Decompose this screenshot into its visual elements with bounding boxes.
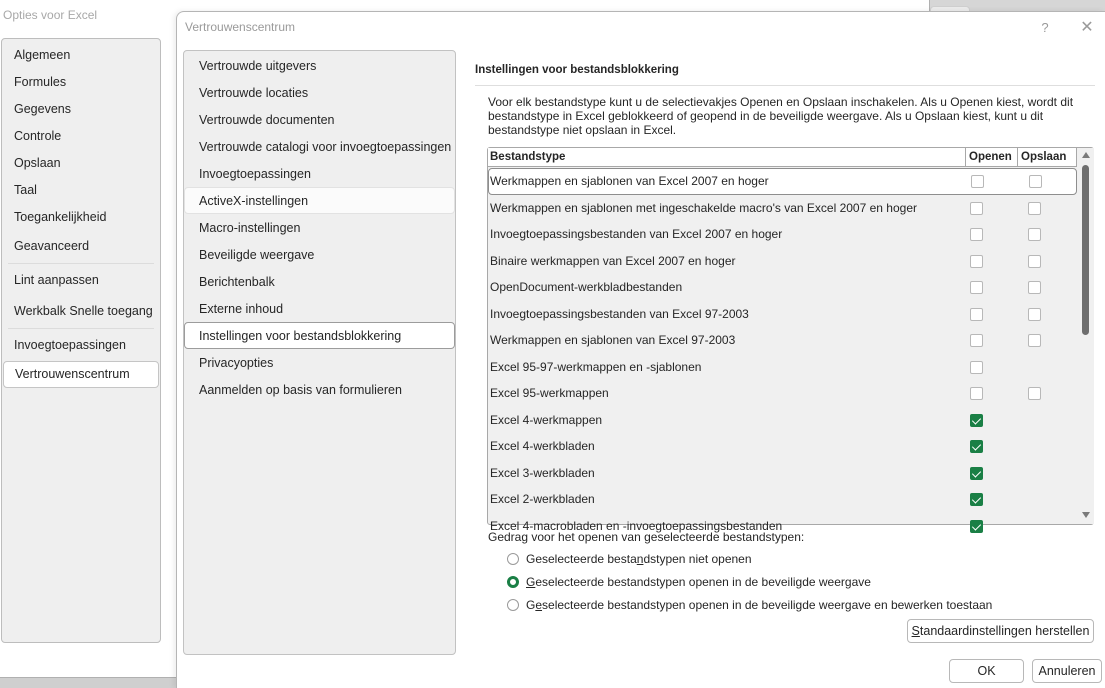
open-checkbox[interactable] — [970, 493, 983, 506]
excel-options-title: Opties voor Excel — [3, 8, 98, 22]
file-type-label: Werkmappen en sjablonen met ingeschakelde macro's van Excel 2007 en hoger — [490, 200, 917, 215]
scroll-up-arrow-icon[interactable] — [1082, 152, 1090, 158]
tc-nav-vertrouwde-catalogi[interactable]: Vertrouwde catalogi voor invoegtoepassingen — [199, 140, 452, 154]
file-type-label: Excel 3-werkbladen — [490, 465, 595, 480]
file-type-label: Excel 4-werkmappen — [490, 412, 603, 427]
open-behavior-label: Gedrag voor het openen van geselecteerde bestandstypen: — [488, 530, 805, 544]
scroll-thumb[interactable] — [1082, 165, 1089, 335]
file-type-label: Werkmappen en sjablonen van Excel 2007 en hoger — [490, 174, 769, 188]
open-checkbox[interactable] — [970, 308, 983, 321]
open-checkbox[interactable] — [971, 175, 984, 188]
save-checkbox[interactable] — [1028, 308, 1041, 321]
table-row[interactable] — [488, 486, 1077, 513]
nav-item-toegankelijkheid[interactable]: Toegankelijkheid — [14, 210, 107, 224]
restore-defaults-button[interactable]: Standaardinstellingen herstellen — [907, 619, 1094, 643]
file-type-label: Excel 2-werkbladen — [490, 492, 595, 506]
file-type-label: Excel 95-97-werkmappen en -sjablonen — [490, 359, 702, 374]
open-checkbox[interactable] — [970, 361, 983, 374]
radio-button-selected[interactable] — [507, 576, 519, 588]
section-description: Voor elk bestandstype kunt u de selectievakjes Openen en Opslaan inschakelen. Als u Openen kiest, wordt dit bestandstype in Excel geblokkeerd of geopend in de beveiligde weergave. Als u Opslaan kiest, kunt u dit bestandstype niet opslaan in Excel. — [488, 95, 1074, 137]
table-row[interactable] — [488, 248, 1077, 275]
save-checkbox[interactable] — [1028, 228, 1041, 241]
open-checkbox[interactable] — [970, 467, 983, 480]
cancel-button[interactable]: Annuleren — [1032, 659, 1102, 683]
table-row[interactable] — [488, 221, 1077, 248]
nav-item-gegevens[interactable]: Gegevens — [14, 102, 71, 116]
tc-nav-bestandsblokkering[interactable]: Instellingen voor bestandsblokkering — [184, 322, 455, 349]
save-checkbox[interactable] — [1028, 387, 1041, 400]
table-row[interactable] — [488, 274, 1077, 301]
save-checkbox[interactable] — [1028, 255, 1041, 268]
open-checkbox[interactable] — [970, 440, 983, 453]
open-checkbox[interactable] — [970, 387, 983, 400]
file-type-label: Binaire werkmappen van Excel 2007 en hoger — [490, 253, 736, 268]
file-type-label: OpenDocument-werkbladbestanden — [490, 280, 683, 294]
table-row[interactable] — [488, 301, 1077, 328]
radio-button[interactable] — [507, 553, 519, 565]
tc-nav-vertrouwde-documenten[interactable]: Vertrouwde documenten — [199, 113, 335, 127]
column-header-openen: Openen — [965, 148, 1017, 167]
table-row[interactable] — [488, 460, 1077, 487]
section-divider — [475, 85, 1095, 86]
nav-item-vertrouwenscentrum[interactable]: Vertrouwenscentrum — [3, 361, 159, 388]
save-checkbox[interactable] — [1028, 281, 1041, 294]
open-checkbox[interactable] — [970, 414, 983, 427]
nav-item-geavanceerd[interactable]: Geavanceerd — [14, 239, 90, 253]
open-checkbox[interactable] — [970, 281, 983, 294]
save-checkbox[interactable] — [1028, 202, 1041, 215]
open-checkbox[interactable] — [970, 255, 983, 268]
table-row[interactable] — [488, 327, 1077, 354]
radio-button[interactable] — [507, 599, 519, 611]
table-row[interactable] — [488, 168, 1077, 195]
save-checkbox[interactable] — [1028, 334, 1041, 347]
table-header — [488, 148, 1077, 167]
table-body — [488, 168, 1077, 539]
trust-center-nav — [183, 50, 456, 655]
table-row[interactable] — [488, 407, 1077, 434]
nav-item-lint-aanpassen[interactable]: Lint aanpassen — [14, 273, 99, 287]
table-row[interactable] — [488, 354, 1077, 381]
file-type-label: Excel 4-werkbladen — [490, 439, 595, 453]
help-icon[interactable]: ? — [1041, 20, 1049, 35]
trust-center-dialog — [176, 11, 1105, 688]
table-row[interactable] — [488, 433, 1077, 460]
nav-item-opslaan[interactable]: Opslaan — [14, 156, 61, 170]
nav-item-invoegtoepassingen[interactable]: Invoegtoepassingen — [14, 338, 126, 352]
column-header-opslaan: Opslaan — [1017, 148, 1077, 167]
radio-label: Geselecteerde bestandstypen niet openen — [526, 552, 752, 566]
open-checkbox[interactable] — [970, 520, 983, 533]
file-type-label: Excel 95-werkmappen — [490, 386, 609, 400]
column-header-bestandstype: Bestandstype — [490, 151, 566, 163]
tc-nav-aanmelden-formulieren[interactable]: Aanmelden op basis van formulieren — [199, 383, 402, 397]
file-type-label: Invoegtoepassingsbestanden van Excel 97-2003 — [490, 306, 749, 321]
open-checkbox[interactable] — [970, 202, 983, 215]
scroll-down-arrow-icon[interactable] — [1082, 512, 1090, 518]
tc-nav-activex-instellingen[interactable]: ActiveX-instellingen — [184, 187, 455, 214]
tc-nav-berichtenbalk[interactable]: Berichtenbalk — [199, 275, 275, 289]
nav-item-controle[interactable]: Controle — [14, 129, 62, 143]
ok-button[interactable]: OK — [949, 659, 1024, 683]
nav-item-formules[interactable]: Formules — [14, 75, 67, 89]
tc-nav-invoegtoepassingen[interactable]: Invoegtoepassingen — [199, 167, 311, 181]
radio-label: Geselecteerde bestandstypen openen in de beveiligde weergave en bewerken toestaan — [526, 598, 993, 612]
open-checkbox[interactable] — [970, 334, 983, 347]
section-title: Instellingen voor bestandsblokkering — [475, 64, 679, 76]
table-row[interactable] — [488, 380, 1077, 407]
file-type-label: Excel 4-macrobladen en -invoegtoepassingsbestanden — [490, 518, 783, 533]
tc-nav-beveiligde-weergave[interactable]: Beveiligde weergave — [199, 248, 315, 262]
save-checkbox[interactable] — [1029, 175, 1042, 188]
tc-nav-vertrouwde-uitgevers[interactable]: Vertrouwde uitgevers — [199, 59, 317, 73]
nav-item-taal[interactable]: Taal — [14, 183, 37, 197]
nav-item-algemeen[interactable]: Algemeen — [14, 48, 71, 62]
open-checkbox[interactable] — [970, 228, 983, 241]
table-row[interactable] — [488, 195, 1077, 222]
close-icon[interactable]: ✕ — [1080, 19, 1094, 36]
vertical-scrollbar[interactable] — [1078, 148, 1094, 524]
radio-label: Geselecteerde bestandstypen openen in de beveiligde weergave — [526, 575, 871, 589]
file-type-label: Invoegtoepassingsbestanden van Excel 2007 en hoger — [490, 227, 783, 241]
nav-item-werkbalk-snelle-toegang[interactable]: Werkbalk Snelle toegang — [14, 304, 153, 318]
tc-nav-vertrouwde-locaties[interactable]: Vertrouwde locaties — [199, 86, 309, 100]
dialog-title: Vertrouwenscentrum — [185, 20, 296, 34]
nav-separator — [8, 328, 154, 329]
file-type-label: Werkmappen en sjablonen van Excel 97-2003 — [490, 333, 736, 347]
excel-options-nav — [1, 38, 161, 643]
nav-separator — [8, 263, 154, 264]
tc-nav-externe-inhoud[interactable]: Externe inhoud — [199, 302, 284, 316]
file-type-table — [487, 147, 1094, 533]
tc-nav-privacyopties[interactable]: Privacyopties — [199, 356, 274, 370]
tc-nav-macro-instellingen[interactable]: Macro-instellingen — [199, 221, 301, 235]
